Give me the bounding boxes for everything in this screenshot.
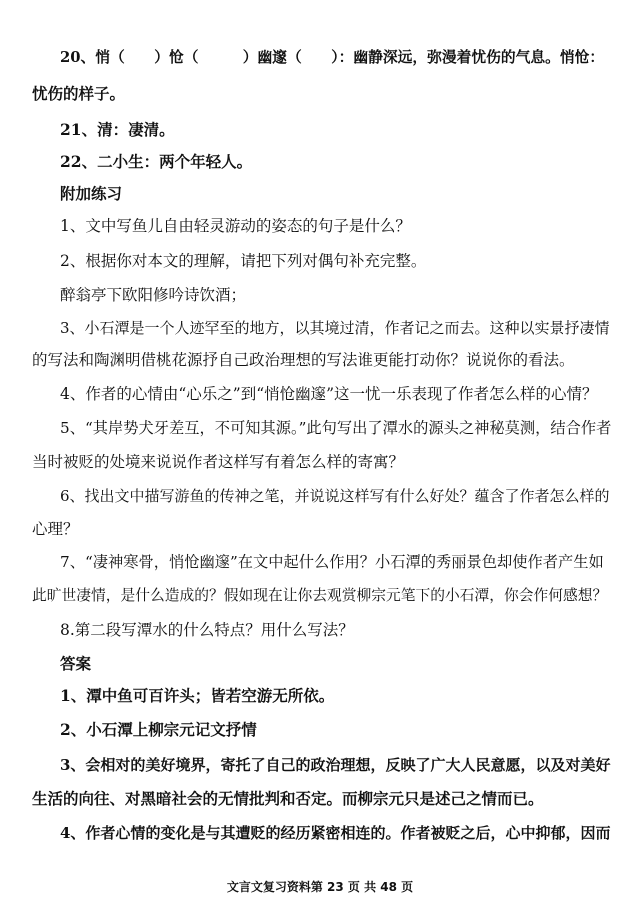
text-line: 的写法和陶渊明借桃花源抒自己政治理想的写法谁更能打动你？说说你的看法。: [32, 351, 575, 369]
text-line: 此旷世凄情，是什么造成的？假如现在让你去观赏柳宗元笔下的小石潭，你会作何感想？: [32, 587, 608, 604]
section-heading: 答案: [60, 654, 92, 673]
text-line: 当时被贬的处境来说说作者这样写有着怎么样的寄寓？: [32, 453, 405, 471]
text-line: 21、清：凄清。: [60, 120, 175, 139]
text-line: 20、悄（ ）怆（ ）幽邃（ ）：幽静深远，弥漫着忧伤的气息。悄怆：: [60, 49, 605, 66]
question: 3、小石潭是一个人迹罕至的地方，以其境过清，作者记之而去。这种以实景抒凄情: [60, 319, 610, 337]
section-heading: 附加练习: [60, 184, 123, 203]
answer: 3、会相对的美好境界，寄托了自己的政治理想，反映了广大人民意愿，以及对美好: [60, 756, 611, 774]
page-footer: 文言文复习资料第 23 页 共 48 页: [226, 880, 414, 894]
text-line: 22、二小生：两个年轻人。: [60, 152, 253, 171]
answer: 4、作者心情的变化是与其遭贬的经历紧密相连的。作者被贬之后，心中抑郁，因而: [60, 824, 611, 842]
question: 1、文中写鱼儿自由轻灵游动的姿态的句子是什么？: [60, 217, 411, 235]
answer: 1、潭中鱼可百许头；皆若空游无所依。: [60, 686, 335, 705]
question: 7、“凄神寒骨，悄怆幽邃”在文中起什么作用？小石潭的秀丽景色却使作者产生如: [60, 553, 604, 571]
question: 4、作者的心情由“心乐之”到“悄怆幽邃”这一忧一乐表现了作者怎么样的心情？: [60, 385, 598, 403]
text-line: 生活的向往、对黑暗社会的无情批判和否定。而柳宗元只是述己之情而已。: [32, 789, 544, 808]
question: 2、根据你对本文的理解，请把下列对偶句补充完整。: [60, 252, 427, 270]
text-line: 醉翁亭下欧阳修吟诗饮酒；: [60, 286, 247, 304]
text-line: 心理？: [32, 520, 79, 538]
question: 8.第二段写潭水的什么特点？用什么写法？: [60, 621, 354, 639]
text-line: 忧伤的样子。: [32, 84, 126, 103]
answer: 2、小石潭上柳宗元记文抒情: [60, 720, 257, 739]
question: 5、“其岸势犬牙差互，不可知其源。”此句写出了潭水的源头之神秘莫测，结合作者: [60, 419, 612, 437]
question: 6、找出文中描写游鱼的传神之笔，并说说这样写有什么好处？蕴含了作者怎么样的: [60, 487, 610, 505]
